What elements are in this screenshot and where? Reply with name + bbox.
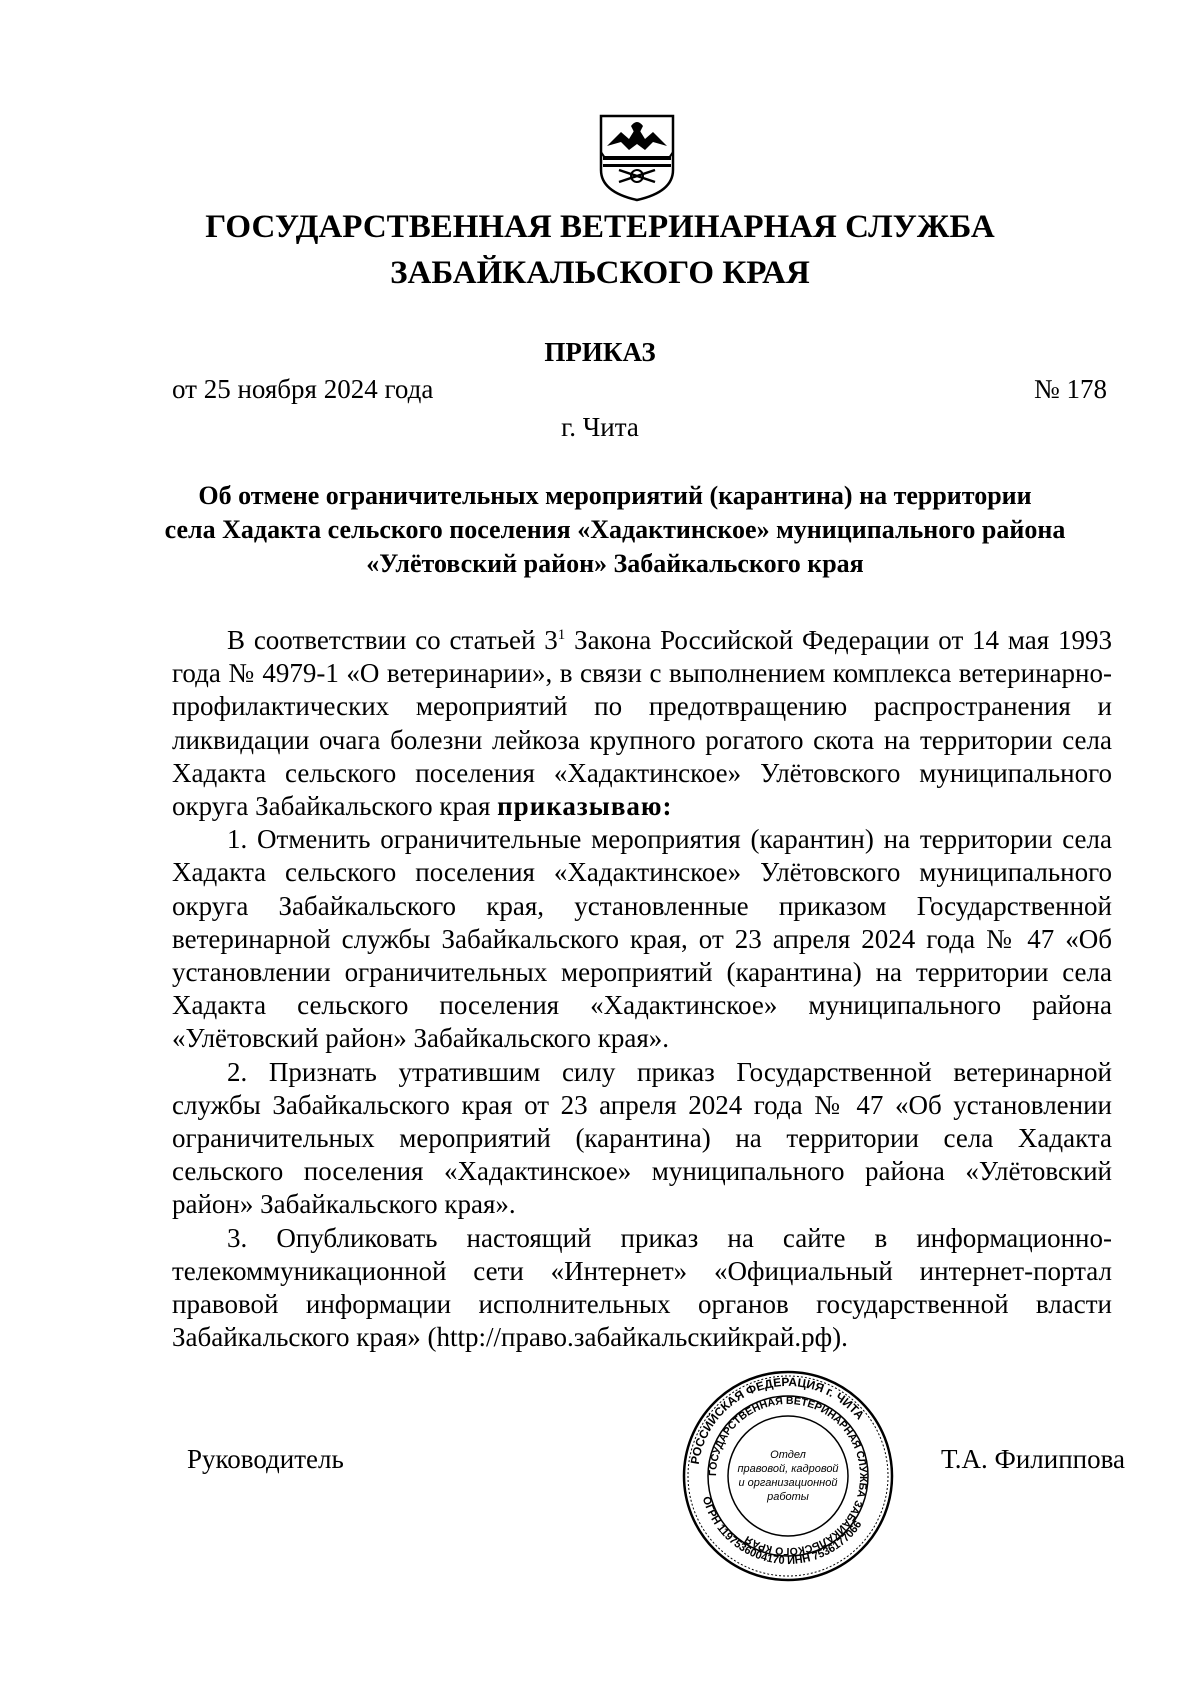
seal-outer-text: РОССИЙСКАЯ ФЕДЕРАЦИЯ г. ЧИТА: [687, 1374, 868, 1466]
org-name-line2: ЗАБАЙКАЛЬСКОГО КРАЯ: [390, 255, 810, 291]
seal-bottom-text: ОГРН 1197536004170 ИНН 7536177066: [699, 1495, 865, 1568]
preamble-paragraph: В соответствии со статьей $3^1$ Закона Российской Федерации от 14 мая 1993 года № 4979-1 «О ветеринарии», в связи с выполнением комплекса ветеринарно-профилактических мероприятий по предотвращению распространения и ликвидации очага болезни лейкоза крупного рогатого скота на территории села Хадакта сельского поселения «Хадактинское» Улётовского муниципального округа Забайкальского края приказываю:: [172, 625, 1112, 822]
seal-center-line1: Отдел: [770, 1449, 806, 1461]
doc-city: г. Чита: [561, 412, 639, 442]
signer-position: Руководитель: [187, 1444, 344, 1474]
doc-type-title: ПРИКАЗ: [544, 337, 656, 367]
signer-name: Т.А. Филиппова: [940, 1444, 1125, 1474]
doc-date: от 25 ноября 2024 года: [172, 374, 434, 404]
org-name-line1: ГОСУДАРСТВЕННАЯ ВЕТЕРИНАРНАЯ СЛУЖБА: [205, 209, 995, 245]
order-verb: приказываю:: [497, 791, 673, 822]
seal-center-line3: и организационной: [738, 1477, 838, 1489]
subject-line2: села Хадакта сельского поселения «Хадактинское» муниципального района: [164, 515, 1066, 544]
item-3: 3. Опубликовать настоящий приказ на сайте в информационно-телекоммуникационной сети «Интернет» «Официальный интернет-портал правовой информации исполнительных органов государственной власти Забайкальского края» (http://право.забайкальскийкрай.рф).: [172, 1222, 1112, 1353]
coat-of-arms-icon: [597, 112, 677, 202]
item-1: 1. Отменить ограничительные мероприятия (карантин) на территории села Хадакта сельского поселения «Хадактинское» Улётовского муниципального округа Забайкальского края, установленные приказом Государственной ветеринарной службы Забайкальского края, от 23 апреля 2024 года № 47 «Об установлении ограничительных мероприятий (карантина) на территории села Хадакта сельского поселения «Хадактинское» муниципального района «Улётовский район» Забайкальского края».: [172, 824, 1112, 1054]
subject-line1: Об отмене ограничительных мероприятий (карантина) на территории: [198, 481, 1032, 510]
seal-center-line4: работы: [767, 1491, 809, 1503]
seal-ring-text: ГОСУДАРСТВЕННАЯ ВЕТЕРИНАРНАЯ СЛУЖБА ЗАБАЙКАЛЬСКОГО КРАЯ: [706, 1394, 870, 1558]
subject-line3: «Улётовский район» Забайкальского края: [366, 549, 864, 578]
doc-body: [172, 624, 1112, 1354]
doc-number: № 178: [1033, 374, 1107, 404]
seal-center-line2: правовой, кадровой: [737, 1463, 839, 1475]
doc-subject: [150, 479, 1080, 581]
item-2: 2. Признать утратившим силу приказ Государственной ветеринарной службы Забайкальского края от 23 апреля 2024 года № 47 «Об установлении ограничительных мероприятий (карантина) на территории села Хадакта сельского поселения «Хадактинское» муниципального района «Улётовский район» Забайкальского края».: [172, 1056, 1112, 1220]
official-seal: [680, 1368, 896, 1584]
